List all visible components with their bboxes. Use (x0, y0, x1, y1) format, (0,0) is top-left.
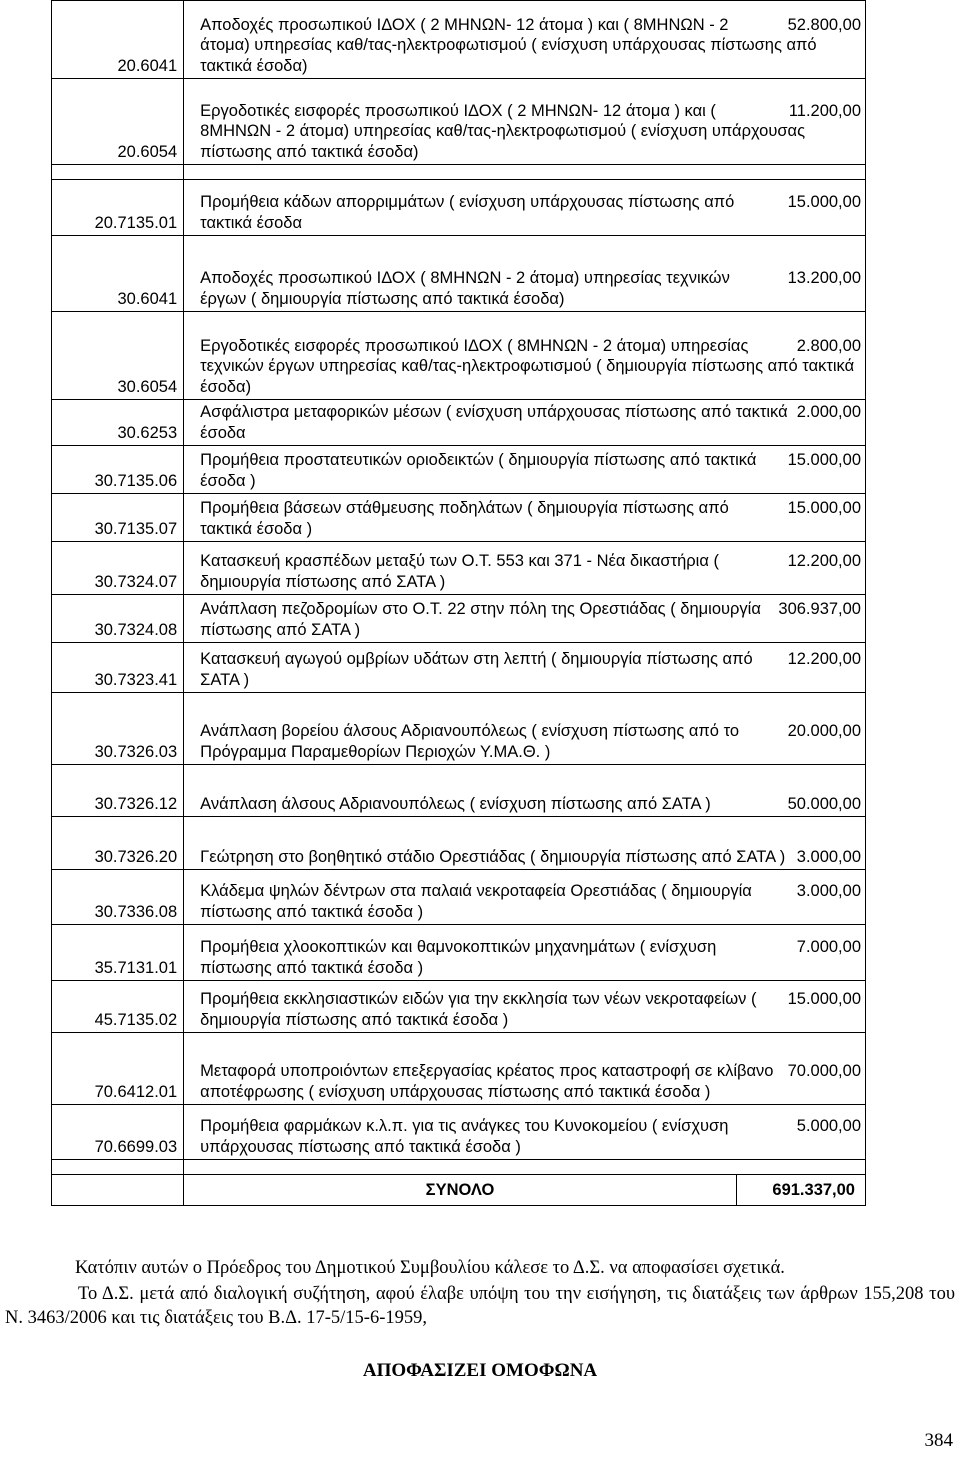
row-amount: 20.000,00 (787, 722, 861, 740)
row-amount: 12.200,00 (787, 650, 861, 668)
table-row (52, 870, 866, 925)
row-code: 30.6253 (52, 400, 184, 446)
row-code: 20.6041 (52, 1, 184, 79)
row-description: 2.800,00 Εργοδοτικές εισφορές προσωπικού ΙΔΟΧ ( 8ΜΗΝΩΝ - 2 άτομα) υπηρεσίας τεχνικών έργων υπηρεσίας καθ/τας-ηλεκτροφωτισμού ( δημιουργία πίστωσης από τακτικά έσοδα) (184, 312, 866, 400)
row-code: 30.7324.07 (52, 542, 184, 595)
row-amount: 15.000,00 (787, 451, 861, 469)
table-row (52, 595, 866, 643)
total-label: ΣΥΝΟΛΟ (184, 1175, 737, 1206)
row-description: 13.200,00 Αποδοχές προσωπικού ΙΔΟΧ ( 8ΜΗΝΩΝ - 2 άτομα) υπηρεσίας τεχνικών έργων ( δημιουργία πίστωσης από τακτικά έσοδα) (184, 236, 866, 312)
row-amount: 70.000,00 (787, 1062, 861, 1080)
row-description: 15.000,00 Προμήθεια βάσεων στάθμευσης ποδηλάτων ( δημιουργία πίστωσης από τακτικά έσοδα ) (184, 494, 866, 542)
row-amount: 13.200,00 (787, 269, 861, 287)
row-code: 30.7326.03 (52, 693, 184, 765)
table-row (52, 400, 866, 446)
table-row (52, 765, 866, 817)
table-row (52, 1105, 866, 1160)
row-code: 30.7326.20 (52, 817, 184, 870)
row-amount: 12.200,00 (787, 552, 861, 570)
row-description: 7.000,00 Προμήθεια χλοοκοπτικών και θαμνοκοπτικών μηχανημάτων ( ενίσχυση πίστωσης από τακτικά έσοδα ) (184, 925, 866, 981)
table-row (52, 817, 866, 870)
total-amount: 691.337,00 (736, 1175, 865, 1206)
decision-heading: ΑΠΟΦΑΣΙΖΕΙ ΟΜΟΦΩΝΑ (362, 1360, 598, 1381)
row-amount: 15.000,00 (787, 193, 861, 211)
table-row (52, 1, 866, 79)
row-code: 20.7135.01 (52, 180, 184, 236)
row-amount: 15.000,00 (787, 499, 861, 517)
table-row (52, 542, 866, 595)
row-code: 30.6041 (52, 236, 184, 312)
row-description: 12.200,00 Κατασκευή κρασπέδων μεταξύ των Ο.Τ. 553 και 371 - Νέα δικαστήρια ( δημιουργία πίστωσης από ΣΑΤΑ ) (184, 542, 866, 595)
row-description: 15.000,00 Προμήθεια προστατευτικών οριοδεικτών ( δημιουργία πίστωσης από τακτικά έσοδα ) (184, 446, 866, 494)
row-code: 70.6412.01 (52, 1033, 184, 1105)
row-code: 45.7135.02 (52, 981, 184, 1033)
table-spacer (52, 165, 866, 180)
table-row (52, 1033, 866, 1105)
row-amount: 52.800,00 (787, 15, 861, 34)
row-amount: 11.200,00 (788, 101, 861, 120)
row-code: 30.7135.07 (52, 494, 184, 542)
row-amount: 50.000,00 (787, 794, 861, 813)
row-amount: 2.800,00 (796, 336, 861, 355)
table-row (52, 79, 866, 165)
row-amount: 3.000,00 (796, 847, 861, 866)
budget-table (51, 0, 866, 1206)
row-description: 50.000,00 Ανάπλαση άλσους Αδριανουπόλεως ( ενίσχυση πίστωσης από ΣΑΤΑ ) (184, 765, 866, 817)
table-row (52, 236, 866, 312)
row-amount: 15.000,00 (787, 990, 861, 1008)
row-description: 5.000,00 Προμήθεια φαρμάκων κ.λ.π. για τις ανάγκες του Κυνοκομείου ( ενίσχυση υπάρχουσας πίστωσης από τακτικά έσοδα ) (184, 1105, 866, 1160)
row-amount: 2.000,00 (796, 403, 861, 421)
row-code: 30.7324.08 (52, 595, 184, 643)
row-description: 20.000,00 Ανάπλαση βορείου άλσους Αδριανουπόλεως ( ενίσχυση πίστωσης από το Πρόγραμμα Παραμεθορίων Περιοχών Υ.ΜΑ.Θ. ) (184, 693, 866, 765)
row-description: 15.000,00 Προμήθεια κάδων απορριμμάτων ( ενίσχυση υπάρχουσας πίστωσης από τακτικά έσοδα (184, 180, 866, 236)
table-row (52, 312, 866, 400)
row-code: 30.7323.41 (52, 643, 184, 693)
row-code: 35.7131.01 (52, 925, 184, 981)
row-amount: 7.000,00 (796, 938, 861, 956)
paragraph-council-deliberation: Το Δ.Σ. μετά από διαλογική συζήτηση, αφού έλαβε υπόψη του την εισήγηση, τις διατάξεις των άρθρων 155,208 του Ν. 3463/2006 και τις διατάξεις του Β.Δ. 17-5/15-6-1959, (5, 1284, 955, 1328)
row-description: 2.000,00 Ασφάλιστρα μεταφορικών μέσων ( ενίσχυση υπάρχουσας πίστωσης από τακτικά έσοδα (184, 400, 866, 446)
table-row (52, 180, 866, 236)
row-description: 11.200,00 Εργοδοτικές εισφορές προσωπικού ΙΔΟΧ ( 2 ΜΗΝΩΝ- 12 άτομα ) και ( 8ΜΗΝΩΝ - 2 άτομα) υπηρεσίας καθ/τας-ηλεκτροφωτισμού ( ενίσχυση υπάρχουσας πίστωσης από τακτικά έσοδα) (184, 79, 866, 165)
row-description: 12.200,00 Κατασκευή αγωγού ομβρίων υδάτων στη λεπτή ( δημιουργία πίστωσης από ΣΑΤΑ ) (184, 643, 866, 693)
row-code: 30.6054 (52, 312, 184, 400)
row-description: 52.800,00 Αποδοχές προσωπικού ΙΔΟΧ ( 2 ΜΗΝΩΝ- 12 άτομα ) και ( 8ΜΗΝΩΝ - 2 άτομα) υπηρεσίας καθ/τας-ηλεκτροφωτισμού ( ενίσχυση υπάρχουσας πίστωσης από τακτικά έσοδα) (184, 1, 866, 79)
row-code: 30.7326.12 (52, 765, 184, 817)
table-row (52, 643, 866, 693)
row-description: 306.937,00 Ανάπλαση πεζοδρομίων στο Ο.Τ. 22 στην πόλη της Ορεστιάδας ( δημιουργία πίστωσης από ΣΑΤΑ ) (184, 595, 866, 643)
row-amount: 5.000,00 (796, 1117, 861, 1135)
table-row (52, 925, 866, 981)
row-code: 30.7135.06 (52, 446, 184, 494)
row-description: 3.000,00 Κλάδεμα ψηλών δέντρων στα παλαιά νεκροταφεία Ορεστιάδας ( δημιουργία πίστωσης από τακτικά έσοδα ) (184, 870, 866, 925)
table-row (52, 446, 866, 494)
table-row (52, 494, 866, 542)
row-code: 30.7336.08 (52, 870, 184, 925)
row-description: 15.000,00 Προμήθεια εκκλησιαστικών ειδών για την εκκλησία των νέων νεκροταφείων ( δημιουργία πίστωσης από τακτικά έσοδα ) (184, 981, 866, 1033)
table-row (52, 981, 866, 1033)
row-description: 3.000,00 Γεώτρηση στο βοηθητικό στάδιο Ορεστιάδας ( δημιουργία πίστωσης από ΣΑΤΑ ) (184, 817, 866, 870)
paragraph-president-call: Κατόπιν αυτών ο Πρόεδρος του Δημοτικού Συμβουλίου κάλεσε το Δ.Σ. να αποφασίσει σχετικά. (75, 1258, 785, 1278)
total-row (52, 1175, 866, 1206)
table-spacer (52, 1160, 866, 1175)
row-code: 20.6054 (52, 79, 184, 165)
row-amount: 3.000,00 (796, 882, 861, 900)
row-code: 70.6699.03 (52, 1105, 184, 1160)
row-amount: 306.937,00 (778, 600, 861, 618)
page-number: 384 (924, 1430, 953, 1451)
row-description: 70.000,00 Μεταφορά υποπροιόντων επεξεργασίας κρέατος προς καταστροφή σε κλίβανο αποτέφρωσης ( ενίσχυση υπάρχουσας πίστωσης από τακτικά έσοδα ) (184, 1033, 866, 1105)
table-row (52, 693, 866, 765)
